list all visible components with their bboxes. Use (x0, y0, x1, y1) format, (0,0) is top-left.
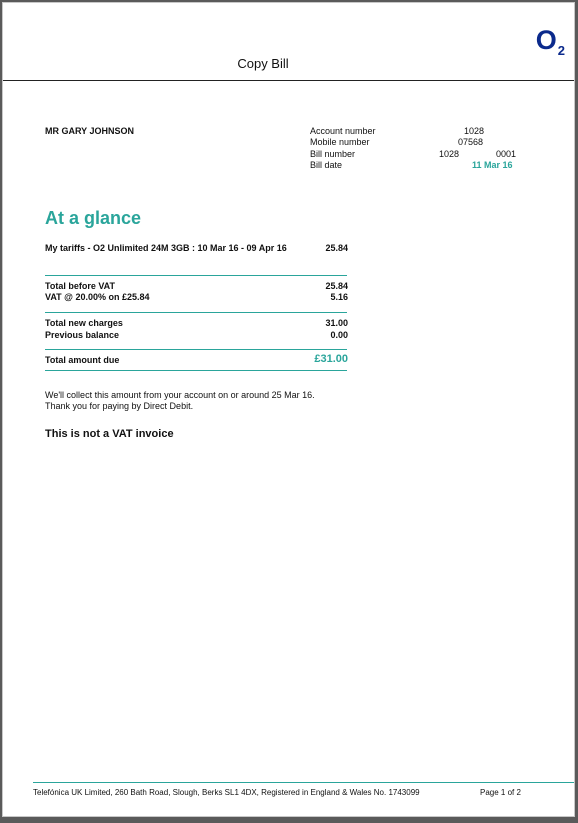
bill-number-value-end: 0001 (496, 149, 517, 159)
footer-divider (33, 782, 575, 783)
bill-number-label: Bill number (310, 149, 356, 159)
bill-page (2, 2, 575, 817)
logo-subscript: 2 (557, 43, 565, 58)
vat-label: VAT @ 20.00% on £25.84 (45, 292, 150, 302)
account-number-label: Account number (310, 126, 376, 136)
page-title: Copy Bill (237, 56, 289, 71)
total-before-vat-amount: 25.84 (325, 281, 348, 291)
vat-amount: 5.16 (330, 292, 348, 302)
total-before-vat-label: Total before VAT (45, 281, 116, 291)
tariff-label: My tariffs - O2 Unlimited 24M 3GB : 10 Mar 16 - 09 Apr 16 (45, 243, 287, 253)
divider-3 (45, 349, 347, 350)
collect-note-line1: We'll collect this amount from your account on or around 25 Mar 16. (45, 390, 315, 400)
footer-page-number: Page 1 of 2 (480, 788, 521, 797)
tariff-amount: 25.84 (325, 243, 348, 253)
divider-2 (45, 312, 347, 313)
total-new-charges-label: Total new charges (45, 318, 123, 328)
o2-logo (535, 25, 565, 58)
not-vat-invoice-note: This is not a VAT invoice (45, 428, 174, 440)
divider-4 (45, 370, 347, 371)
header-divider (3, 80, 575, 81)
at-a-glance-heading: At a glance (45, 208, 142, 228)
mobile-number-value: 07568 (458, 137, 484, 147)
customer-name: MR GARY JOHNSON (45, 126, 135, 136)
total-due-label: Total amount due (45, 355, 120, 365)
bill-date-value: 11 Mar 16 (472, 160, 513, 170)
mobile-number-label: Mobile number (310, 137, 370, 147)
account-number-value: 1028 (464, 126, 485, 136)
total-new-charges-amount: 31.00 (325, 318, 348, 328)
logo-letter: O (535, 25, 557, 55)
bill-number-value-start: 1028 (439, 149, 460, 159)
divider-1 (45, 275, 347, 276)
previous-balance-label: Previous balance (45, 330, 120, 340)
previous-balance-amount: 0.00 (330, 330, 348, 340)
footer-company: Telefónica UK Limited, 260 Bath Road, Slough, Berks SL1 4DX, Registered in England & Wales No. 1743099 (33, 788, 420, 797)
bill-date-label: Bill date (310, 160, 343, 170)
collect-note-line2: Thank you for paying by Direct Debit. (45, 401, 194, 411)
total-due-amount: £31.00 (314, 353, 348, 365)
